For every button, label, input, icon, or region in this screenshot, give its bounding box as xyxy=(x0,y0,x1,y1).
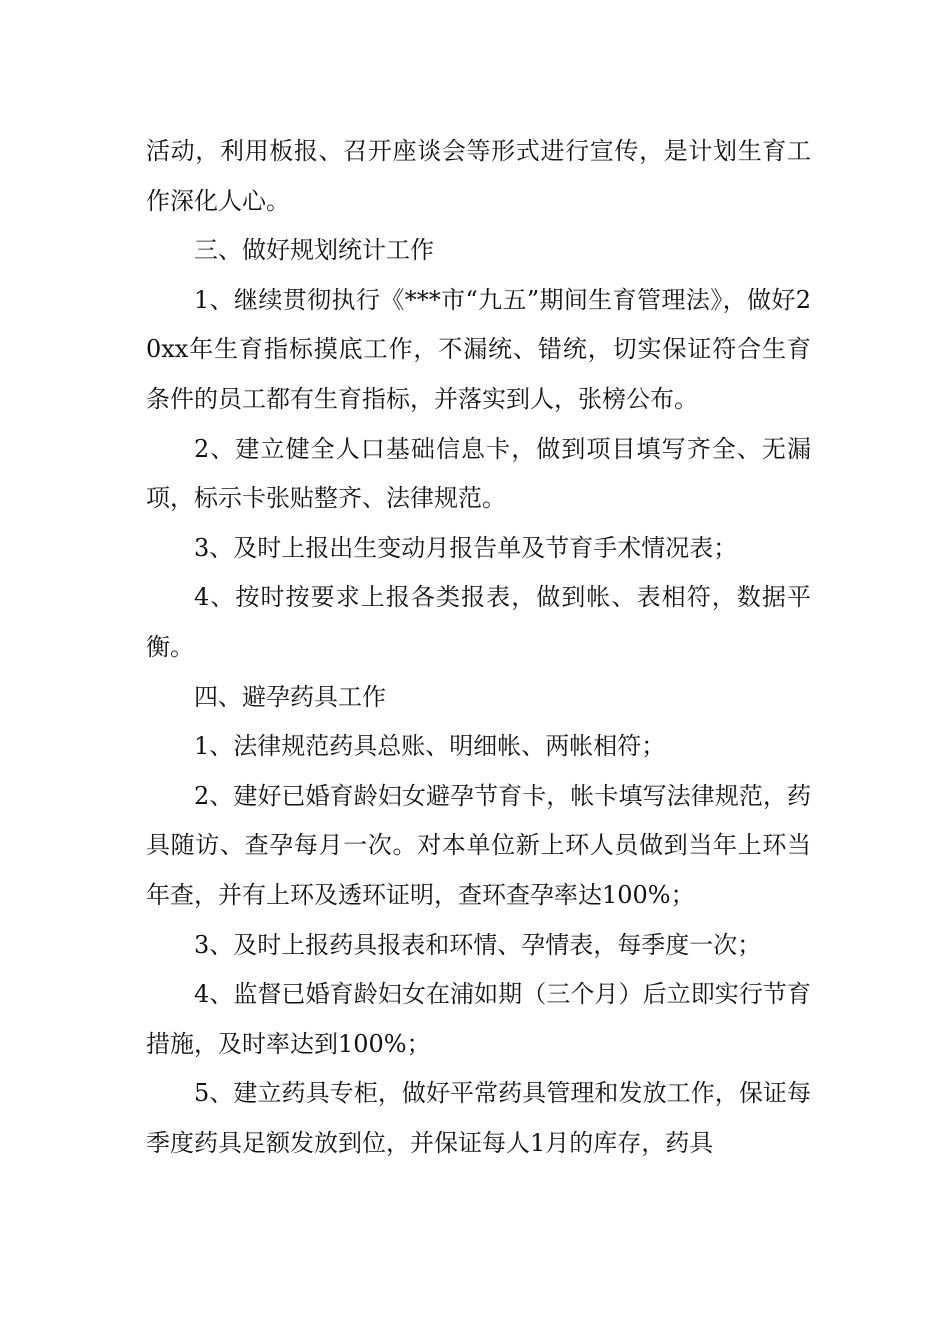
paragraph-item: 5、建立药具专柜，做好平常药具管理和发放工作，保证每季度药具足额发放到位，并保证每人1月的库存，药具 xyxy=(146,1079,811,1157)
section-heading-contraceptives: 四、避孕药具工作 xyxy=(194,682,386,711)
paragraph-item: 3、及时上报出生变动月报告单及节育手术情况表； xyxy=(194,533,738,562)
paragraph-continuation: 活动，利用板报、召开座谈会等形式进行宣传，是计划生育工作深化人心。 xyxy=(146,137,811,215)
paragraph-item: 4、监督已婚育龄妇女在浦如期（三个月）后立即实行节育措施，及时率达到100%； xyxy=(146,980,811,1058)
paragraph-item: 3、及时上报药具报表和环情、孕情表，每季度一次； xyxy=(194,930,762,959)
paragraph-item: 2、建好已婚育龄妇女避孕节育卡，帐卡填写法律规范，药具随访、查孕每月一次。对本单位新上环人员做到当年上环当年查，并有上环及透环证明，查环查孕率达100%； xyxy=(146,781,811,909)
document-body xyxy=(146,127,811,1168)
section-heading-statistics: 三、做好规划统计工作 xyxy=(194,236,434,265)
paragraph-item: 1、继续贯彻执行《***市“九五”期间生育管理法》，做好20xx年生育指标摸底工作，不漏统、错统，切实保证符合生育条件的员工都有生育指标，并落实到人，张榜公布。 xyxy=(146,285,811,413)
paragraph-item: 1、法律规范药具总账、明细帐、两帐相符； xyxy=(194,732,666,761)
paragraph-item: 2、建立健全人口基础信息卡，做到项目填写齐全、无漏项，标示卡张贴整齐、法律规范。 xyxy=(146,434,811,513)
paragraph-item: 4、按时按要求上报各类报表，做到帐、表相符，数据平衡。 xyxy=(146,583,811,661)
